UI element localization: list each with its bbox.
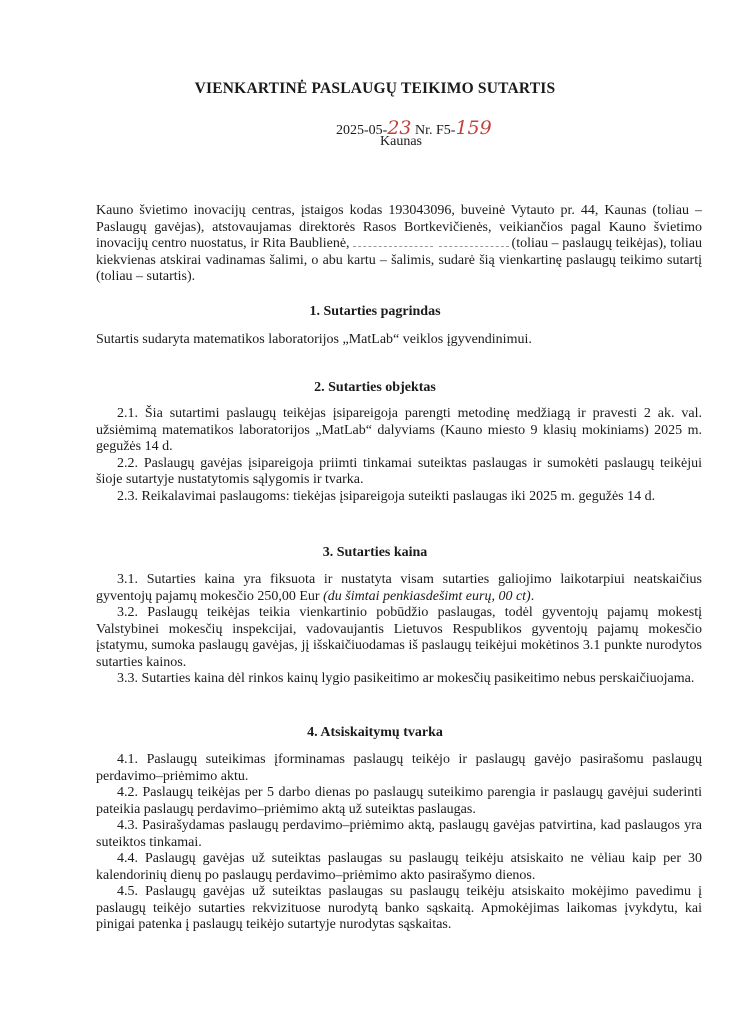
clause-3-1-words: (du šimtai penkiasdešimt eurų, 00 ct)	[323, 588, 531, 604]
number-prefix: Nr. F5-	[415, 123, 456, 138]
redacted-field	[353, 246, 433, 247]
city: Kaunas	[380, 134, 422, 149]
section-4-heading: 4. Atsiskaitymų tvarka	[307, 725, 443, 740]
clause-2-2: 2.2. Paslaugų gavėjas įsipareigoja priimti tinkamai suteiktas paslaugas ir sumokėti paslaugų teikėjui šioje sutartyje nustatytomis sąlygomis ir tvarka.	[96, 455, 702, 487]
clause-3-3: 3.3. Sutarties kaina dėl rinkos kainų lygio pasikeitimo ar mokesčių pasikeitimo nebus perskaičiuojama.	[117, 671, 695, 686]
clause-4-4: 4.4. Paslaugų gavėjas už suteiktas paslaugas su paslaugų teikėju atsiskaito ne vėliau kaip per 30 kalendorinių dienų po paslaugų perdavimo–priėmimo akto pasirašymo dienos.	[96, 851, 702, 883]
intro-text-a: Kauno švietimo inovacijų centras, įstaigos kodas 193043096, buveinė Vytauto pr. 44, Kaunas (toliau – Paslaugų gavėjas), atstovaujamas direktorės Rasos Bortkevičienės, veikiančios pagal Kauno švietimo inovacijų centro nuostatus, ir Rita Baublienė,	[96, 203, 702, 251]
section-3-heading: 3. Sutarties kaina	[322, 545, 428, 560]
clause-4-3: 4.3. Pasirašydamas paslaugų perdavimo–priėmimo aktą, paslaugų gavėjas patvirtina, kad paslaugos yra suteiktos tinkamai.	[96, 818, 702, 850]
section-1-text: Sutartis sudaryta matematikos laboratorijos „MatLab“ veiklos įgyvendinimui.	[96, 332, 532, 347]
clause-3-2: 3.2. Paslaugų teikėjas teikia vienkartinio pobūdžio paslaugas, todėl gyventojų pajamų mokestį Valstybinei mokesčių inspekcijai, vadovaujantis Lietuvos Respublikos gyventojų pajamų mokesčio įstatymu, sumoka paslaugų gavėjas, jį išskaičiuodamas iš paslaugų teikėjui mokėtinos 3.1 punkte nurodytos sutarties kainos.	[96, 605, 702, 670]
clause-4-5: 4.5. Paslaugų gavėjas už suteiktas paslaugas su paslaugų teikėju atsiskaito mokėjimo pavedimu į paslaugų teikėjo sutarties rekvizituose nurodytą banko sąskaitą. Apmokėjimas laikomas įvykdytu, kai pinigai patenka į paslaugų teikėjo sutartyje nurodytas sąskaitas.	[96, 884, 702, 932]
clause-4-2: 4.2. Paslaugų teikėjas per 5 darbo dienas po paslaugų suteikimo parengia ir paslaugų gavėjui suderinti pateikia paslaugų perdavimo–priėmimo aktą už suteiktas paslaugas.	[96, 785, 702, 817]
clause-3-1-text: 3.1. Sutarties kaina yra fiksuota ir nustatyta visam sutarties galiojimo laikotarpiui neatskaičius gyventojų pajamų mokesčio 250,00 Eur	[96, 572, 702, 604]
handwritten-number: 159	[455, 117, 492, 139]
intro-text-b: (toliau – paslaugų teikėjas), toliau kiekvienas atskirai vadinamas šalimi, o abu kartu – šalimis, sudarė šią vienkartinę paslaugų teikimo sutartį (toliau – sutartis).	[96, 236, 703, 284]
clause-2-1: 2.1. Šia sutartimi paslaugų teikėjas įsipareigoja parengti metodinę medžiagą ir pravesti 2 ak. val. užsiėmimą matematikos laboratorijos „MatLab“ dalyviams (Kauno miesto 9 klasių mokiniams) 2025 m. gegužės 14 d.	[96, 406, 702, 454]
clause-4-1: 4.1. Paslaugų suteikimas įforminamas paslaugų teikėjo ir paslaugų gavėjo pasirašomu paslaugų perdavimo–priėmimo aktu.	[96, 752, 702, 784]
clause-3-1	[96, 572, 702, 605]
section-2-heading: 2. Sutarties objektas	[314, 380, 436, 395]
section-3-body	[96, 572, 702, 688]
redacted-field-2	[439, 246, 509, 247]
section-2-body	[96, 406, 702, 505]
document-title: VIENKARTINĖ PASLAUGŲ TEIKIMO SUTARTIS	[194, 80, 556, 97]
handwritten-day: 23	[387, 117, 412, 139]
date-prefix: 2025-05-	[336, 123, 388, 138]
clause-3-1-end: .	[530, 588, 535, 604]
intro-paragraph	[96, 203, 702, 286]
clause-2-3: 2.3. Reikalavimai paslaugoms: tiekėjas įsipareigoja suteikti paslaugas iki 2025 m. gegužės 14 d.	[117, 488, 656, 504]
section-4-body	[96, 752, 702, 934]
section-1-heading: 1. Sutarties pagrindas	[309, 304, 441, 319]
